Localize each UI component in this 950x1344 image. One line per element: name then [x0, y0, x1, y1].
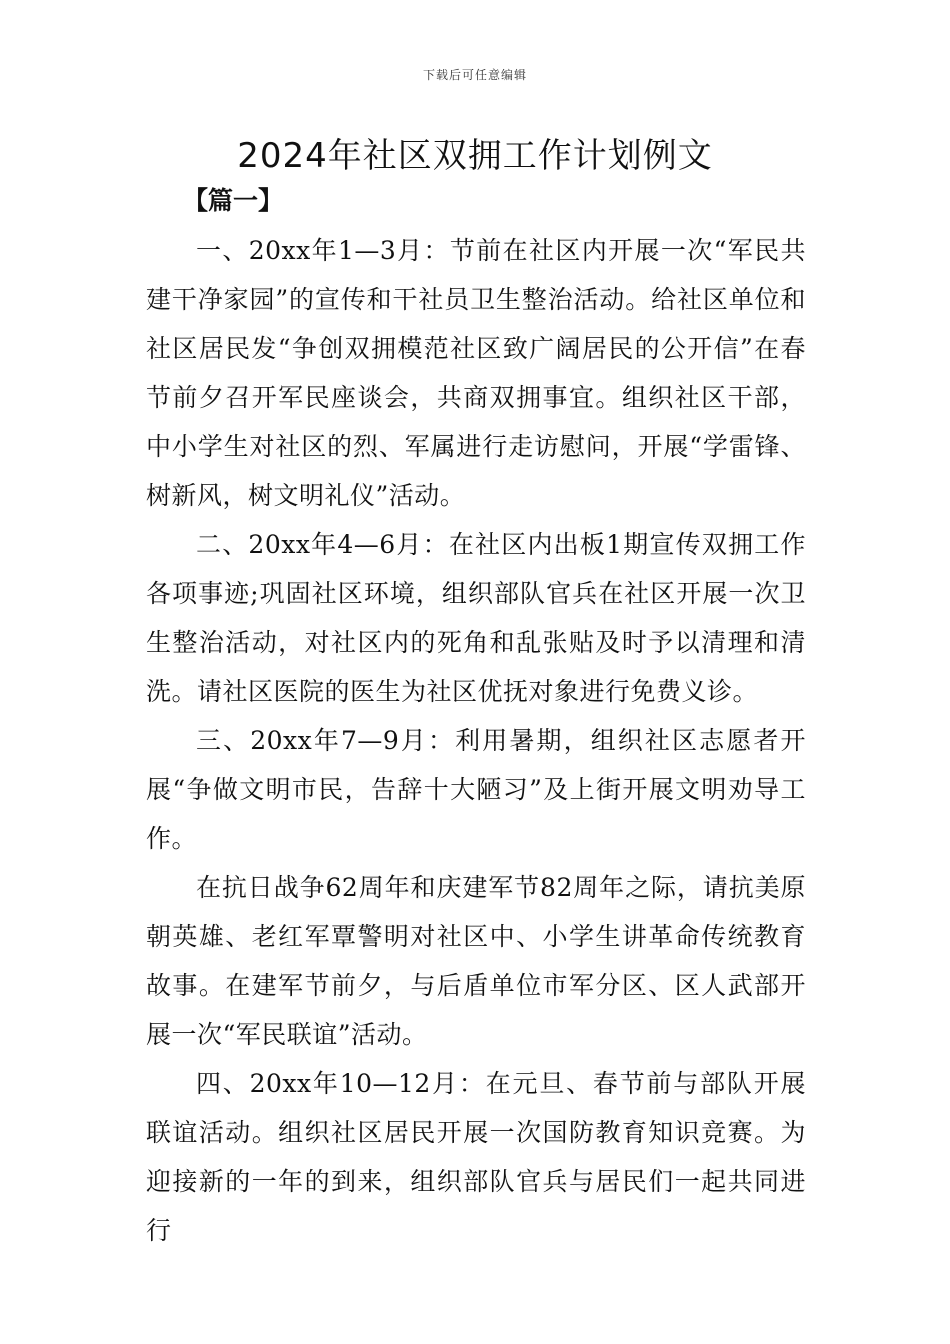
- paragraph: 在抗日战争62周年和庆建军节82周年之际，请抗美原朝英雄、老红军覃警明对社区中、小学生讲革命传统教育故事。在建军节前夕，与后盾单位市军分区、区人武部开展一次“军民联谊”活动。: [146, 873, 806, 1049]
- document-title: 2024年社区双拥工作计划例文: [237, 136, 713, 176]
- header-note: 下载后可任意编辑: [422, 68, 527, 82]
- paragraph: 一、20xx年1—3月：节前在社区内开展一次“军民共建干净家园”的宣传和干社员卫生整治活动。给社区单位和社区居民发“争创双拥模范社区致广阔居民的公开信”在春节前夕召开军民座谈会，共商双拥事宜。组织社区干部，中小学生对社区的烈、军属进行走访慰问，开展“学雷锋、树新风，树文明礼仪”活动。: [146, 236, 806, 510]
- document-body: [146, 226, 806, 1255]
- paragraph: 四、20xx年10—12月：在元旦、春节前与部队开展联谊活动。组织社区居民开展一次国防教育知识竞赛。为迎接新的一年的到来，组织部队官兵与居民们一起共同进行: [146, 1069, 806, 1245]
- paragraph: 二、20xx年4—6月：在社区内出板1期宣传双拥工作各项事迹;巩固社区环境，组织部队官兵在社区开展一次卫生整治活动，对社区内的死角和乱张贴及时予以清理和清洗。请社区医院的医生为社区优抚对象进行免费义诊。: [146, 530, 806, 706]
- section-label: 【篇一】: [183, 186, 284, 215]
- paragraph: 三、20xx年7—9月：利用暑期，组织社区志愿者开展“争做文明市民，告辞十大陋习”及上街开展文明劝导工作。: [146, 726, 806, 853]
